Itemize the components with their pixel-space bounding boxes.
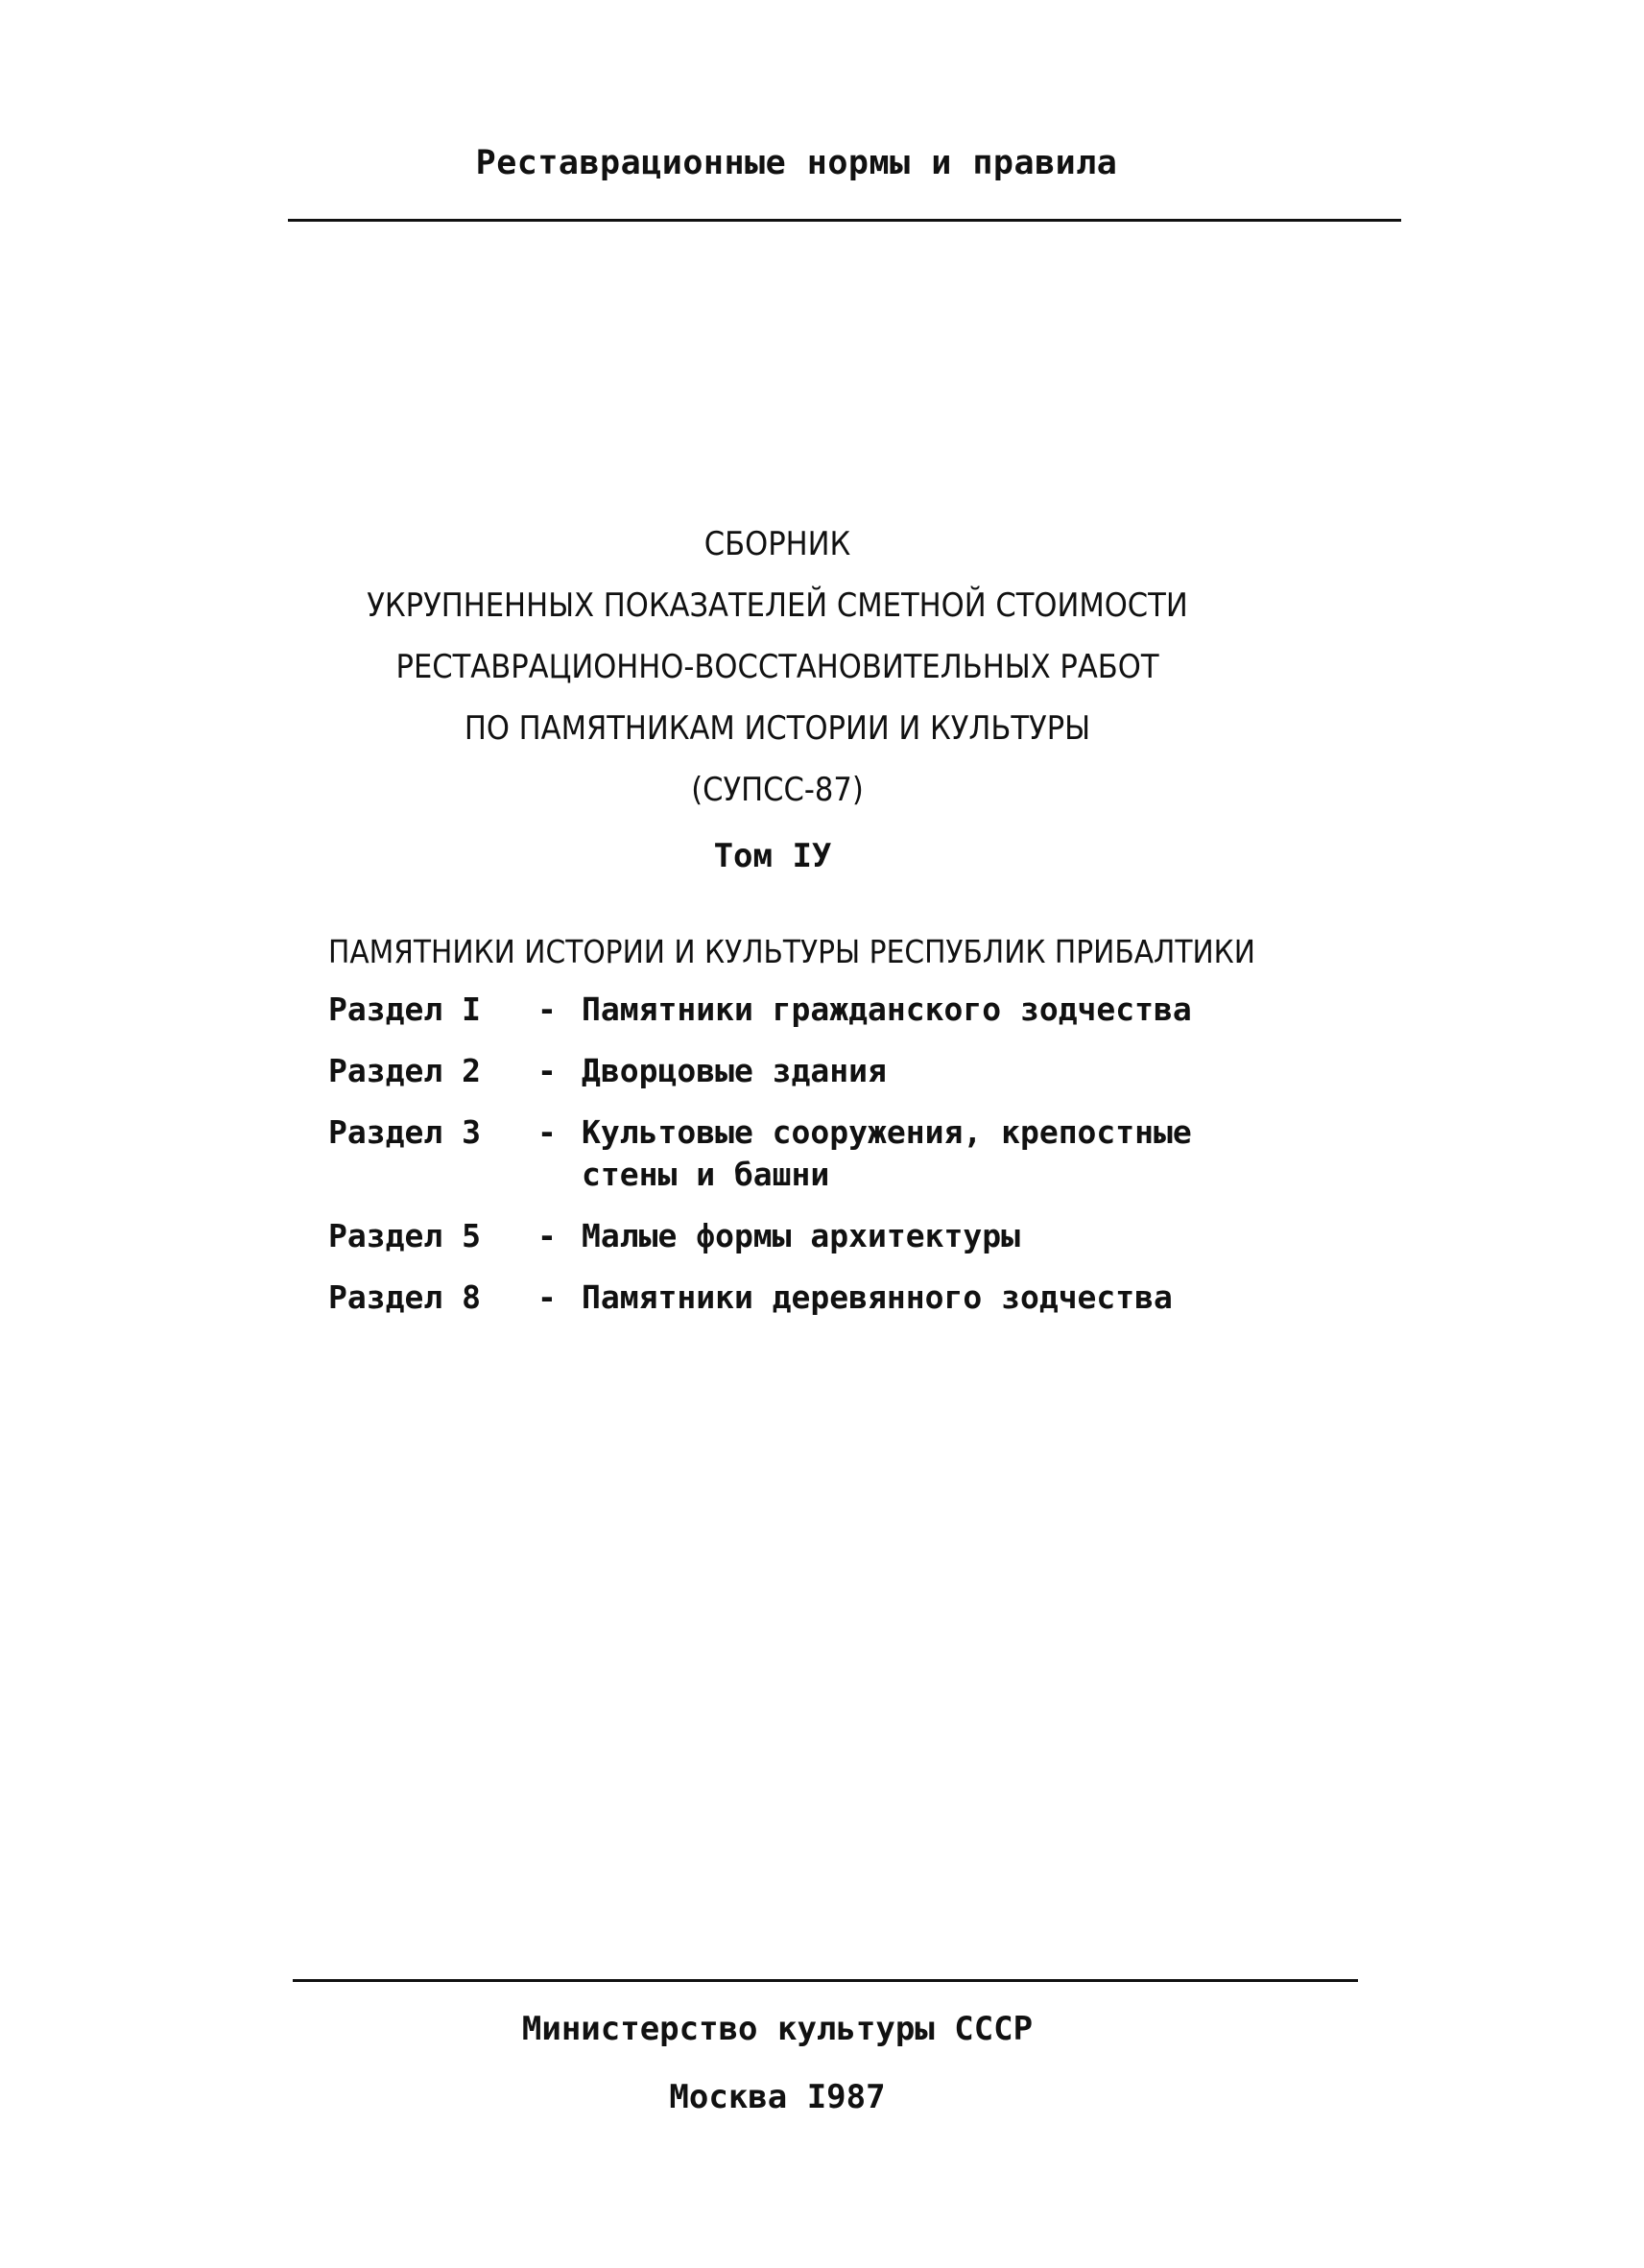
footer-rule <box>293 1979 1358 1982</box>
title-line-4: ПО ПАМЯТНИКАМ ИСТОРИИ И КУЛЬТУРЫ <box>464 709 1091 748</box>
section-item <box>328 989 1288 1031</box>
section-dash: - <box>537 991 557 1028</box>
section-label: Раздел 2 <box>328 1052 481 1089</box>
city-year: Москва I987 <box>669 2078 886 2116</box>
title-line-5: (СУПСС-87) <box>691 771 864 809</box>
section-label: Раздел I <box>328 991 481 1028</box>
section-name: Дворцовые здания <box>582 1052 887 1089</box>
volume-subtitle: ПАМЯТНИКИ ИСТОРИИ И КУЛЬТУРЫ РЕСПУБЛИК ПРИБАЛТИКИ <box>328 933 1255 970</box>
section-name: Культовые сооружения, крепостные стены и башни <box>582 1113 1192 1193</box>
section-item <box>328 1111 1288 1196</box>
section-item <box>328 1050 1288 1092</box>
publisher: Министерство культуры СССР <box>521 2010 1034 2048</box>
section-label: Раздел 3 <box>328 1113 481 1151</box>
header-rule <box>288 219 1401 222</box>
section-label: Раздел 8 <box>328 1278 481 1316</box>
section-item <box>328 1215 1288 1257</box>
running-header: Реставрационные нормы и правила <box>475 144 1118 182</box>
section-dash: - <box>537 1113 557 1151</box>
section-label: Раздел 5 <box>328 1217 481 1254</box>
title-line-1: СБОРНИК <box>703 525 851 563</box>
title-line-3: РЕСТАВРАЦИОННО-ВОССТАНОВИТЕЛЬНЫХ РАБОТ <box>395 648 1159 686</box>
title-line-2: УКРУПНЕННЫХ ПОКАЗАТЕЛЕЙ СМЕТНОЙ СТОИМОСТИ <box>367 586 1188 625</box>
section-dash: - <box>537 1278 557 1316</box>
volume-label: Том IУ <box>713 837 832 875</box>
section-name: Памятники деревянного зодчества <box>582 1278 1173 1316</box>
section-item <box>328 1277 1288 1319</box>
section-dash: - <box>537 1052 557 1089</box>
section-name: Малые формы архитектуры <box>582 1217 1020 1254</box>
section-list <box>328 989 1288 1338</box>
section-dash: - <box>537 1217 557 1254</box>
section-name: Памятники гражданского зодчества <box>582 991 1192 1028</box>
title-block <box>0 513 1555 821</box>
